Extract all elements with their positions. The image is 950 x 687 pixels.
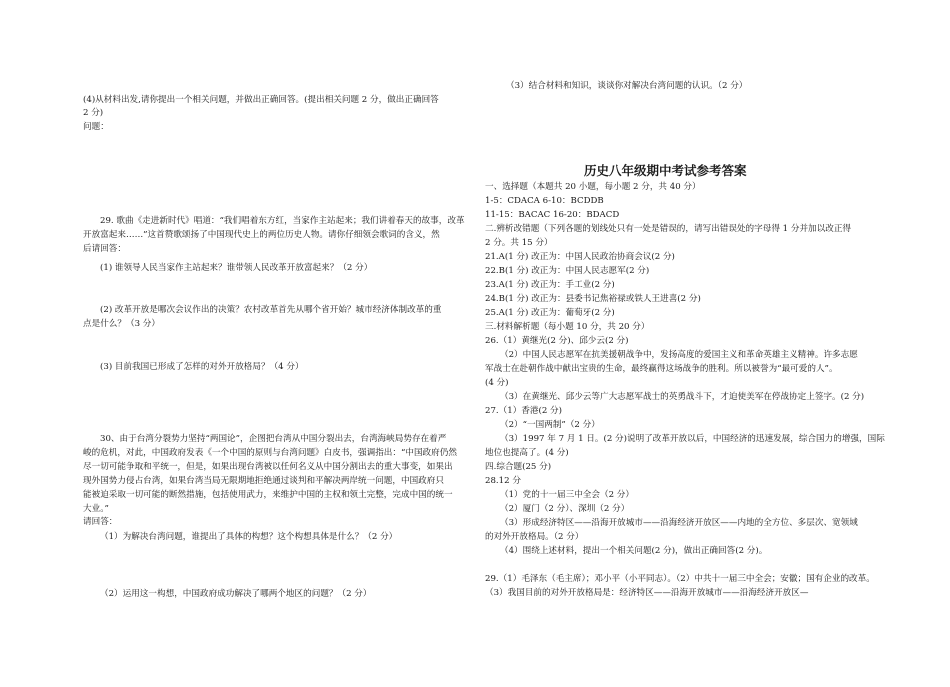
answer-key-title: 历史八年级期中考试参考答案 xyxy=(584,163,747,178)
answer-line: 地位也提高了。(4 分) xyxy=(485,448,569,458)
q29-sub-question-2: (2) 改革开放是哪次会议作出的决策？农村改革首先从哪个省开始？城市经济体制改革的重 xyxy=(100,305,442,315)
q29-sub-question-2: 点是什么？（3 分） xyxy=(83,319,160,329)
q30-text: 30、由于台湾分裂势力坚持“两国论”，企图把台湾从中国分裂出去，台湾海峡局势存在着严 xyxy=(100,434,447,444)
q30-text: 现外国势力侵占台湾，如果台湾当局无限期地拒绝通过谈判和平解决两岸统一问题，中国政府只 xyxy=(83,476,444,486)
q30-text: 大业。” xyxy=(83,504,109,514)
answer-line: 25.A(1 分) 改正为：葡萄牙(2 分) xyxy=(485,308,615,318)
answer-line: 23.A(1 分) 改正为：手工业(2 分) xyxy=(485,280,615,290)
q30-sub-question-2: （2）运用这一构想，中国政府成功解决了哪两个地区的问题？（2 分） xyxy=(100,589,372,599)
answer-line: 军战士在赴朝作战中献出宝贵的生命，最终赢得这场战争的胜利。所以被誉为“最可爱的人”。 xyxy=(485,364,838,374)
answer-line: （1）党的十一届三中全会（2 分） xyxy=(500,490,634,500)
answer-line: 三.材料解析题（每小题 10 分，共 20 分） xyxy=(485,322,650,332)
answer-line: 21.A(1 分) 改正为：中国人民政治协商会议(2 分) xyxy=(485,252,675,262)
q4-text: 2 分) xyxy=(83,108,104,118)
answer-line: 四.综合题(25 分) xyxy=(485,462,552,472)
answer-line: 27.（1）香港(2 分) xyxy=(485,406,563,416)
answer-line: 24.B(1 分) 改正为：县委书记焦裕禄或铁人王进喜(2 分) xyxy=(485,294,701,304)
answer-line: （4）围绕上述材料，提出一个相关问题(2 分)，做出正确回答(2 分)。 xyxy=(500,546,768,556)
q30-text: 峻的危机，对此，中国政府发表《一个中国的原则与台湾问题》白皮书，强调指出：“中国政府仍然 xyxy=(83,448,457,458)
answer-line: （3）1997 年 7 月 1 日。(2 分)说明了改革开放以后，中国经济的迅速发展，综合国力的增强，国际 xyxy=(500,434,885,444)
q30-text: 能被迫采取一切可能的断然措施，包括使用武力，来维护中国的主权和领土完整，完成中国的统一 xyxy=(83,490,453,500)
answer-line: （2）“一国两制”（2 分） xyxy=(500,420,600,430)
q30-answer-label: 请回答： xyxy=(83,517,118,527)
q30-sub-question-3: （3）结合材料和知识，谈谈你对解决台湾问题的认识。（2 分） xyxy=(506,81,748,91)
q4-text: (4)从材料出发,请你提出一个相关问题，并做出正确回答。(提出相关问题 2 分，做出正确回答 xyxy=(83,95,439,105)
answer-line: 26.（1）黄继光(2 分)、邱少云(2 分) xyxy=(485,336,629,346)
answer-line: （3）我国目前的对外开放格局是：经济特区——沿海开放城市——沿海经济开放区— xyxy=(485,588,809,598)
answer-line: （3）形成经济特区——沿海开放城市——沿海经济开放区——内地的全方位、多层次、宽领域 xyxy=(500,518,858,528)
q4-answer-label: 问题： xyxy=(83,122,109,132)
answer-line: 一、选择题（本题共 20 小题，每小题 2 分，共 40 分） xyxy=(485,182,701,192)
q29-text: 29. 歌曲《走进新时代》唱道：“我们唱着东方红，当家作主站起来；我们讲着春天的故事，改革 xyxy=(100,216,465,226)
answer-line: （3）在黄继光、邱少云等广大志愿军战士的英勇战斗下，才迫使美军在停战协定上签字。(2 分) xyxy=(500,392,865,402)
answer-line: 的对外开放格局。（2 分） xyxy=(485,532,584,542)
answer-line: 2 分。共 15 分） xyxy=(485,238,553,248)
answer-line: 二.辨析改错题（下列各题的划线处只有一处是错误的，请写出错误处的字母得 1 分并加以改正得 xyxy=(485,224,852,234)
answer-line: 22.B(1 分) 改正为：中国人民志愿军(2 分) xyxy=(485,266,650,276)
answer-line: 28.12 分 xyxy=(485,476,521,486)
q30-text: 尽一切可能争取和平统一，但是，如果出现台湾被以任何名义从中国分割出去的重大事变，如果出 xyxy=(83,462,453,472)
answer-line: 29.（1）毛泽东（毛主席）；邓小平（小平同志）。（2）中共十一届三中全会；安徽；国有企业的改革。 xyxy=(485,574,875,584)
answer-line: 1-5：CDACA 6-10：BCDDB xyxy=(485,196,604,206)
answer-line: （2）厦门（2 分）、深圳（2 分） xyxy=(500,504,630,514)
q29-sub-question-1: (1) 谁领导人民当家作主站起来？谁带领人民改革开放富起来？（2 分） xyxy=(100,263,373,273)
answer-line: （2）中国人民志愿军在抗美援朝战争中，发扬高度的爱国主义和革命英雄主义精神。许多志愿 xyxy=(500,350,858,360)
answer-line: 11-15：BACAC 16-20：BDACD xyxy=(485,210,620,220)
q29-text: 开放富起来……”这首赞歌颂扬了中国现代史上的两位历史人物。请你仔细领会歌词的含义，然 xyxy=(83,230,440,240)
q30-sub-question-1: （1）为解决台湾问题，谁提出了具体的构想？这个构想具体是什么？（2 分） xyxy=(100,532,398,542)
q29-sub-question-3: (3) 目前我国已形成了怎样的对外开放格局？（4 分） xyxy=(100,362,304,372)
answer-line: (4 分) xyxy=(485,378,509,388)
q29-text: 后请回答： xyxy=(83,244,126,254)
